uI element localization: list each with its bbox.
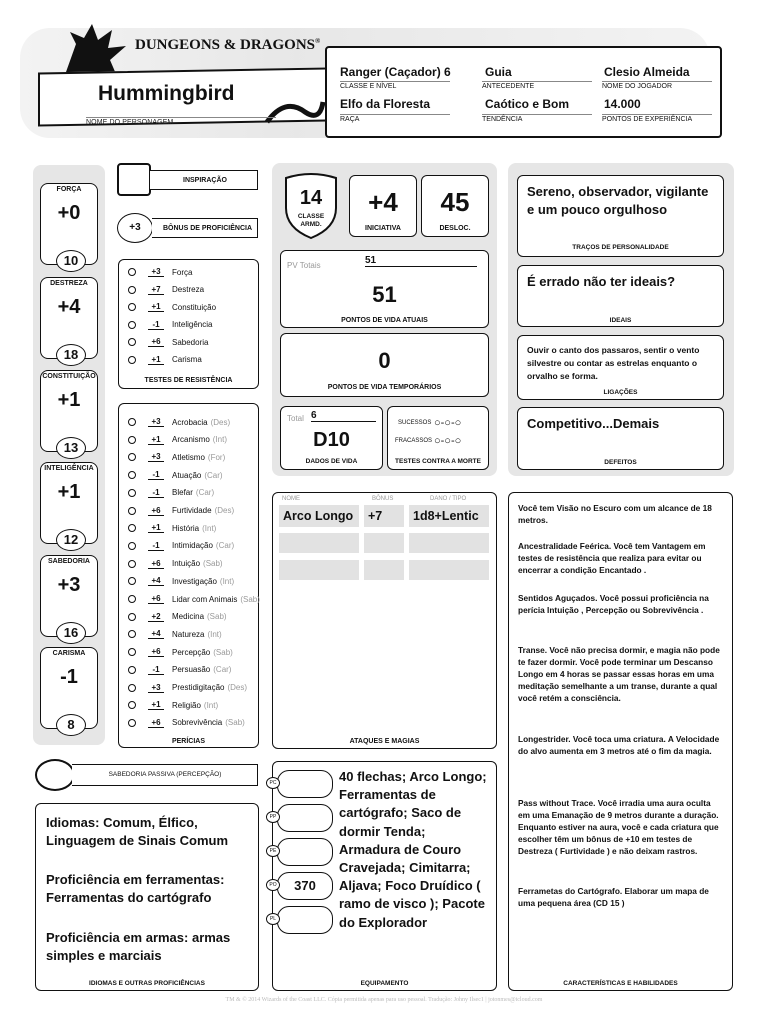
feature-item: Você tem Visão no Escuro com um alcance de 18 metros.	[518, 503, 712, 526]
saving-throw-name: Carisma	[172, 355, 202, 364]
ability-score[interactable]: 8	[56, 714, 86, 736]
skills-label: PERÍCIAS	[171, 738, 206, 745]
proficiency-checkbox[interactable]	[128, 436, 136, 444]
attacks-label: ATAQUES E MAGIAS	[349, 738, 420, 745]
traits-text[interactable]: Sereno, observador, vigilante e um pouco orgulhoso	[527, 184, 709, 217]
skill-name: História	[172, 523, 200, 533]
skill-name: Blefar	[172, 488, 193, 498]
death-saves-success-checkboxes[interactable]: ○-○-○	[434, 417, 462, 429]
proficiency-checkbox[interactable]	[128, 338, 136, 346]
proficiency-checkbox[interactable]	[128, 268, 136, 276]
banner-tail-icon	[265, 92, 325, 132]
proficiency-checkbox[interactable]	[128, 630, 136, 638]
skill-row[interactable]	[128, 432, 227, 448]
skill-row[interactable]	[128, 467, 223, 483]
skill-stat: (Int)	[207, 629, 222, 639]
attack-damage-field[interactable]	[409, 560, 489, 580]
death-saves-fail-checkboxes[interactable]: ○-○-○	[434, 435, 462, 447]
attacks-col-bonus: BÔNUS	[372, 496, 394, 502]
skill-value[interactable]: +3	[148, 417, 164, 427]
death-saves-label: TESTES CONTRA A MORTE	[395, 458, 481, 465]
saving-throw-value[interactable]: +7	[148, 285, 164, 295]
hit-dice-total-label: Total	[287, 414, 304, 423]
hp-max-value[interactable]: 51	[365, 255, 477, 267]
ability-modifier[interactable]: -1	[60, 666, 78, 688]
proficiency-label: BÔNUS DE PROFICIÊNCIA	[162, 225, 253, 232]
feature-item: Longestrider. Você toca uma criatura. A Velocidade do alvo aumenta em 3 metros até o fim da magia.	[518, 734, 720, 757]
hp-max-label: PV Totais	[287, 261, 321, 270]
ability-charisma	[40, 647, 98, 732]
skill-value[interactable]: -1	[148, 541, 164, 551]
ability-name: SABEDORIA	[47, 558, 90, 565]
coin-field[interactable]	[277, 838, 333, 866]
background-value[interactable]: Guia	[485, 65, 512, 79]
ability-intelligence	[40, 462, 98, 547]
coin-label: PC	[266, 777, 280, 789]
xp-value[interactable]: 14.000	[604, 97, 641, 111]
skill-stat: (Car)	[204, 470, 223, 480]
proficiency-checkbox[interactable]	[128, 418, 136, 426]
saving-throw-name: Força	[172, 267, 193, 277]
saving-throw-name: Destreza	[172, 285, 205, 294]
proficiency-checkbox[interactable]	[128, 577, 136, 585]
death-saves-success-label: SUCESSOS	[398, 420, 432, 426]
coin-field[interactable]	[277, 804, 333, 832]
skill-stat: (Des)	[227, 683, 248, 692]
skill-row[interactable]	[128, 715, 245, 731]
proficiency-checkbox[interactable]	[128, 666, 136, 674]
attack-bonus-field[interactable]	[364, 533, 404, 553]
skill-value[interactable]: +2	[148, 612, 164, 622]
skill-name: Acrobacia	[172, 417, 208, 427]
ability-name: FORÇA	[56, 186, 82, 193]
hp-current-label: PONTOS DE VIDA ATUAIS	[341, 317, 428, 324]
skill-value[interactable]: +6	[148, 647, 164, 657]
skill-row[interactable]	[128, 449, 225, 465]
hit-dice-label: DADOS DE VIDA	[305, 458, 358, 465]
skill-row[interactable]	[128, 609, 227, 625]
ability-modifier[interactable]: +1	[57, 389, 81, 411]
skill-name: Furtividade	[172, 506, 212, 515]
initiative-label: INICIATIVA	[365, 225, 401, 232]
skill-value[interactable]: +4	[148, 576, 164, 586]
proficiency-checkbox[interactable]	[128, 595, 136, 603]
proficiency-checkbox[interactable]	[128, 613, 136, 621]
attack-name-field[interactable]	[279, 533, 359, 553]
coin-label: PL	[266, 913, 280, 925]
skill-name: Investigação	[172, 576, 217, 586]
feature-item: Pass without Trace. Você irradia uma aura oculta em uma Emanação de 9 metros durante a duração. Enquanto estiver na aura, você e cada criatura que escolher têm um bônus de +10 em testes de Destreza ( Furtividade ) e não deixam rastros.	[518, 798, 719, 857]
inspiration-label: INSPIRAÇÃO	[183, 177, 227, 184]
coin-label: PP	[266, 811, 280, 823]
attack-bonus-field[interactable]	[364, 560, 404, 580]
xp-label: PONTOS DE EXPERIÊNCIA	[602, 114, 712, 123]
proficiency-checkbox[interactable]	[128, 489, 136, 497]
skill-stat: (Des)	[210, 417, 231, 427]
ability-wisdom	[40, 555, 98, 640]
death-saves-fail-label: FRACASSOS	[395, 438, 433, 444]
skill-row[interactable]	[128, 556, 223, 572]
skill-value[interactable]: +6	[148, 506, 164, 516]
skill-value[interactable]: +3	[148, 683, 164, 693]
saving-throw-row[interactable]	[128, 264, 192, 280]
skill-name: Persuasão	[172, 665, 211, 675]
saving-throw-row[interactable]	[128, 317, 212, 333]
proficiencies-label: IDIOMAS E OUTRAS PROFICIÊNCIAS	[89, 980, 205, 987]
ability-constitution	[40, 370, 98, 455]
flaws-label: DEFEITOS	[604, 459, 637, 466]
skill-value[interactable]: +4	[148, 629, 164, 639]
skill-value[interactable]: -1	[148, 470, 164, 480]
skill-name: Arcanismo	[172, 435, 210, 445]
proficiency-checkbox[interactable]	[128, 684, 136, 692]
skill-row[interactable]	[128, 644, 233, 660]
gold-value[interactable]: 370	[294, 878, 316, 893]
skill-name: Atuação	[172, 470, 202, 480]
ideals-text[interactable]: É errado não ter ideais?	[527, 274, 676, 289]
coin-field[interactable]	[277, 906, 333, 934]
saving-throw-value[interactable]: +6	[148, 337, 164, 347]
weapons-text[interactable]: Proficiência em armas: armas simples e marciais	[46, 930, 231, 963]
proficiency-checkbox[interactable]	[128, 356, 136, 364]
feature-item: Sentidos Aguçados. Você possui proficiência na perícia Intuição , Percepção ou Sobrevivência .	[518, 593, 709, 616]
feature-item: Ferrametas do Cartógrafo. Elaborar um mapa de uma pequena área (CD 15 )	[518, 886, 709, 909]
features-label: CARACTERÍSTICAS E HABILIDADES	[563, 980, 678, 987]
proficiency-checkbox[interactable]	[128, 303, 136, 311]
hp-temp-label: PONTOS DE VIDA TEMPORÁRIOS	[327, 384, 442, 391]
skill-name: Intuição	[172, 559, 201, 569]
dragon-logo-icon	[62, 22, 132, 76]
skill-name: Natureza	[172, 629, 205, 639]
skill-row[interactable]	[128, 697, 218, 713]
skill-stat: (Sab)	[213, 647, 233, 657]
proficiency-checkbox[interactable]	[128, 507, 136, 515]
skill-value[interactable]: +1	[148, 435, 164, 445]
proficiency-bonus-circle[interactable]: +3	[117, 213, 153, 243]
saving-throw-value[interactable]: +3	[148, 267, 164, 277]
attack-damage-field[interactable]	[409, 533, 489, 553]
hp-current-value[interactable]: 51	[372, 282, 397, 307]
skill-name: Prestidigitação	[172, 683, 225, 692]
player-value[interactable]: Clesio Almeida	[604, 65, 690, 79]
attack-bonus-field[interactable]: +7	[364, 505, 404, 527]
skill-row[interactable]	[128, 680, 247, 696]
hit-dice-total-value[interactable]: 6	[311, 410, 376, 422]
skill-row[interactable]	[128, 414, 230, 430]
saving-throw-value[interactable]: +1	[148, 302, 164, 312]
ability-modifier[interactable]: +3	[57, 574, 81, 596]
armor-class-label: CLASSE ARMD.	[297, 213, 325, 228]
ability-score[interactable]: 18	[56, 344, 86, 366]
proficiency-checkbox[interactable]	[128, 524, 136, 532]
race-label: RAÇA	[340, 114, 450, 123]
skill-stat: (Car)	[195, 488, 215, 498]
languages-text[interactable]: Idiomas: Comum, Élfico, Linguagem de Sinais Comum	[46, 815, 229, 848]
skill-row[interactable]	[128, 520, 216, 536]
skill-name: Medicina	[172, 612, 205, 622]
ability-name: DESTREZA	[50, 280, 88, 287]
coin-field[interactable]	[277, 770, 333, 798]
proficiency-checkbox[interactable]	[128, 701, 136, 709]
skill-name: Lidar com Animais	[172, 594, 238, 604]
ability-name: CARISMA	[52, 650, 86, 657]
saving-throw-row[interactable]	[128, 352, 202, 368]
skill-stat: (Sab)	[240, 594, 260, 604]
attacks-box	[272, 492, 497, 749]
saving-throw-value[interactable]: +1	[148, 355, 164, 365]
class-level-value[interactable]: Ranger (Caçador) 6	[340, 65, 451, 79]
bonds-label: LIGAÇÕES	[603, 389, 638, 396]
proficiency-checkbox[interactable]	[128, 453, 136, 461]
ability-name: CONSTITUIÇÃO	[42, 373, 96, 380]
character-name-label: NOME DO PERSONAGEM	[86, 117, 276, 126]
hp-temp-value[interactable]: 0	[378, 348, 391, 373]
saving-throw-name: Sabedoria	[172, 337, 209, 347]
skill-row[interactable]	[128, 485, 214, 501]
ability-name: INTELIGÊNCIA	[44, 465, 94, 472]
skill-row[interactable]	[128, 626, 222, 642]
attacks-col-name: NOME	[282, 496, 300, 502]
ability-score[interactable]: 16	[56, 622, 86, 644]
saving-throw-name: Constituição	[172, 302, 217, 312]
character-name[interactable]: Hummingbird	[98, 82, 235, 105]
saving-throw-row[interactable]	[128, 282, 204, 298]
skill-row[interactable]	[128, 503, 234, 519]
skill-stat: (Car)	[215, 541, 235, 551]
logo: DUNGEONS & DRAGONS®	[135, 37, 321, 53]
skill-name: Atletismo	[172, 452, 205, 462]
skill-stat: (Int)	[203, 700, 219, 710]
traits-label: TRAÇOS DE PERSONALIDADE	[572, 244, 669, 251]
ability-score[interactable]: 12	[56, 529, 86, 551]
tools-text[interactable]: Proficiência em ferramentas: Ferramentas do cartógrafo	[46, 872, 225, 905]
skill-value[interactable]: -1	[148, 488, 164, 498]
feature-item: Ancestralidade Feérica. Você tem Vantagem em testes de resistência que realiza para evitar ou encerrar a condição Encantado .	[518, 541, 706, 576]
ability-modifier[interactable]: +0	[57, 202, 81, 224]
bonds-text[interactable]: Ouvir o canto dos passaros, sentir o vento silvestre ou contar as estrelas enquanto o orvalho se forma.	[527, 345, 700, 381]
proficiency-checkbox[interactable]	[128, 471, 136, 479]
skill-value[interactable]: -1	[148, 665, 164, 675]
alignment-value[interactable]: Caótico e Bom	[485, 97, 570, 111]
race-value[interactable]: Elfo da Floresta	[340, 97, 431, 111]
saving-throws-label: TESTES DE RESISTÊNCIA	[144, 377, 233, 384]
ability-score[interactable]: 10	[56, 250, 86, 272]
skill-name: Intimidação	[172, 541, 213, 551]
feature-item: Transe. Você não precisa dormir, e magia não pode te fazer dormir. Você pode terminar um Descanso Longo em 4 horas se passar essas horas em uma meditação semelhante a um transe, durante a qual você retém a consciência.	[518, 645, 720, 704]
skill-stat: (Car)	[213, 665, 232, 675]
skill-value[interactable]: +3	[148, 452, 164, 462]
skill-row[interactable]	[128, 538, 234, 554]
background-label: ANTECEDENTE	[482, 81, 592, 90]
initiative-value[interactable]: +4	[368, 187, 398, 217]
attacks-col-damage: DANO / TIPO	[430, 496, 467, 502]
ideals-label: IDEAIS	[609, 317, 632, 324]
saving-throw-row[interactable]	[128, 334, 208, 350]
skill-value[interactable]: +6	[148, 718, 164, 728]
armor-class-value[interactable]: 14	[299, 187, 323, 209]
proficiency-checkbox[interactable]	[128, 542, 136, 550]
header-info-box	[325, 46, 722, 138]
skill-row[interactable]	[128, 662, 231, 678]
proficiency-checkbox[interactable]	[128, 286, 136, 294]
skill-value[interactable]: +1	[148, 700, 164, 710]
ability-score[interactable]: 13	[56, 437, 86, 459]
flaws-text[interactable]: Competitivo...Demais	[527, 416, 660, 431]
inspiration-checkbox[interactable]	[117, 163, 151, 196]
passive-perception-label: SABEDORIA PASSIVA (PERCEPÇÃO)	[108, 771, 222, 778]
proficiency-checkbox[interactable]	[128, 321, 136, 329]
skill-value[interactable]: +6	[148, 559, 164, 569]
skill-name: Percepção	[172, 647, 211, 657]
attack-name-field[interactable]	[279, 560, 359, 580]
attack-damage-field[interactable]: 1d8+Lentic	[409, 505, 489, 527]
skill-row[interactable]	[128, 573, 234, 589]
equipment-label: EQUIPAMENTO	[360, 980, 409, 987]
saving-throw-row[interactable]	[128, 299, 216, 315]
ability-strength	[40, 183, 98, 268]
skill-name: Sobrevivência	[172, 718, 223, 728]
speed-value[interactable]: 45	[440, 187, 470, 217]
proficiency-checkbox[interactable]	[128, 648, 136, 656]
saving-throw-name: Inteligência	[172, 320, 213, 329]
saving-throw-value[interactable]: -1	[148, 320, 164, 330]
skill-stat: (Sab)	[203, 559, 223, 569]
equipment-text[interactable]: 40 flechas; Arco Longo; Ferramentas de cartógrafo; Saco de dormir Tenda; Armadura de Couro Cravejada; Cimitarra; Aljava; Foco Druídico ( ramo de visco ); Pacote do Explorador	[339, 769, 487, 930]
skill-stat: (Sab)	[207, 612, 227, 622]
skill-row[interactable]	[128, 591, 260, 607]
skill-stat: (Int)	[212, 435, 228, 445]
speed-label: DESLOC.	[439, 225, 471, 232]
skill-stat: (Int)	[202, 523, 217, 533]
ability-modifier[interactable]: +1	[57, 481, 81, 503]
player-label: NOME DO JOGADOR	[602, 81, 712, 90]
proficiency-checkbox[interactable]	[128, 719, 136, 727]
ability-modifier[interactable]: +4	[57, 296, 81, 318]
skill-name: Religião	[172, 700, 201, 710]
coin-label: PO	[266, 879, 280, 891]
skill-stat: (Sab)	[225, 718, 245, 728]
skill-stat: (Int)	[219, 576, 235, 586]
ability-dexterity	[40, 277, 98, 362]
passive-perception-circle[interactable]	[35, 759, 75, 791]
class-level-label: CLASSE E NÍVEL	[340, 81, 450, 90]
skill-stat: (For)	[207, 452, 226, 462]
footer-copyright: TM & © 2014 Wizards of the Coast LLC. Cópia permitida apenas para uso pessoal. Tradução: Johny Ilsec1 | jotonmes@icloud.com	[225, 997, 543, 1003]
skill-value[interactable]: +1	[148, 523, 164, 533]
attack-name-field[interactable]: Arco Longo	[279, 505, 359, 527]
skill-value[interactable]: +6	[148, 594, 164, 604]
alignment-label: TENDÊNCIA	[482, 114, 592, 123]
coin-label: PE	[266, 845, 280, 857]
hit-dice-value[interactable]: D10	[313, 429, 350, 451]
proficiency-checkbox[interactable]	[128, 560, 136, 568]
skill-stat: (Des)	[214, 506, 235, 515]
